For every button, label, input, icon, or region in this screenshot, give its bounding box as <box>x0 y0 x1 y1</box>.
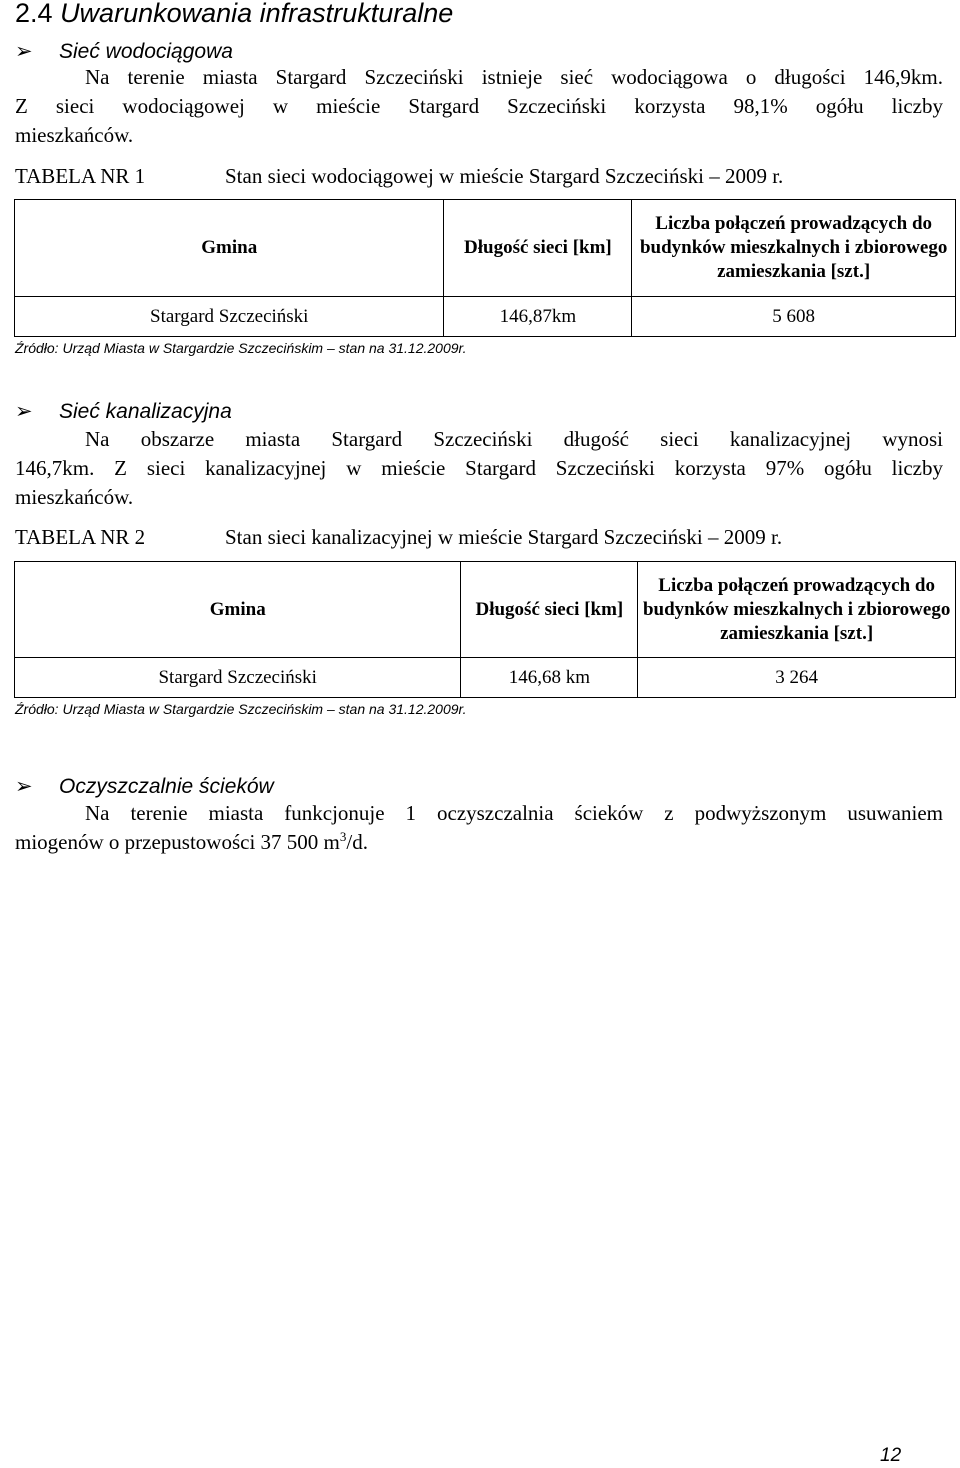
paragraph-line: 146,7km. Z sieci kanalizacyjnej w mieście Stargard Szczeciński korzysta 97% ogółu liczby <box>15 456 943 480</box>
paragraph-line: Na obszarze miasta Stargard Szczeciński długość sieci kanalizacyjnej wynosi <box>85 427 943 451</box>
cell-liczba: 5 608 <box>632 297 956 337</box>
page-number: 12 <box>880 1445 902 1466</box>
header-dlugosc: Długość sieci [km] <box>461 562 638 658</box>
header-liczba: Liczba połączeń prowadzących do budynków mieszkalnych i zbiorowego zamieszkania [szt.] <box>638 562 956 658</box>
sewer-paragraph <box>15 425 943 512</box>
table-1-caption <box>15 163 783 189</box>
water-paragraph <box>15 63 943 150</box>
arrow-bullet-icon: ➢ <box>15 774 33 798</box>
section-number: 2.4 <box>15 0 53 28</box>
cell-liczba: 3 264 <box>638 658 956 698</box>
header-gmina: Gmina <box>15 562 461 658</box>
table-title: Stan sieci wodociągowej w mieście Stargard Szczeciński – 2009 r. <box>225 164 784 188</box>
paragraph-line: miogenów o przepustowości 37 500 $m^3/d$. <box>15 829 368 854</box>
cell-dlugosc: 146,68 km <box>461 658 638 698</box>
bullet-label: Sieć kanalizacyjna <box>59 400 232 423</box>
arrow-bullet-icon: ➢ <box>15 399 33 423</box>
paragraph-line: mieszkańców. <box>15 123 134 147</box>
water-table <box>14 199 956 337</box>
cell-gmina: Stargard Szczeciński <box>15 658 461 698</box>
paragraph-line: Na terenie miasta funkcjonuje 1 oczyszczalnia ścieków z podwyższonym usuwaniem <box>85 801 943 825</box>
sewer-table <box>14 561 956 698</box>
paragraph-line: Z sieci wodociągowej w mieście Stargard Szczeciński korzysta 98,1% ogółu liczby <box>15 94 943 118</box>
table-2-source: Źródło: Urząd Miasta w Stargardzie Szczecińskim – stan na 31.12.2009r. <box>15 701 467 717</box>
table-label: TABELA NR 2 <box>15 525 146 549</box>
header-gmina: Gmina <box>15 200 444 297</box>
table-title: Stan sieci kanalizacyjnej w mieście Stargard Szczeciński – 2009 r. <box>225 525 783 549</box>
header-dlugosc: Długość sieci [km] <box>444 200 632 297</box>
paragraph-line: Na terenie miasta Stargard Szczeciński istnieje sieć wodociągowa o długości 146,9km. <box>85 65 943 89</box>
section-heading <box>15 0 453 30</box>
table-header-row <box>15 562 956 658</box>
bullet-water-network <box>15 38 233 65</box>
cell-dlugosc: 146,87km <box>444 297 632 337</box>
cell-gmina: Stargard Szczeciński <box>15 297 444 337</box>
table-1-source: Źródło: Urząd Miasta w Stargardzie Szczecińskim – stan na 31.12.2009r. <box>15 340 467 356</box>
header-liczba: Liczba połączeń prowadzących do budynków mieszkalnych i zbiorowego zamieszkania [szt.] <box>632 200 956 297</box>
table-row <box>15 297 956 337</box>
table-2-caption <box>15 524 782 550</box>
table-header-row <box>15 200 956 297</box>
bullet-treatment-plants <box>15 773 274 800</box>
table-row <box>15 658 956 698</box>
table-label: TABELA NR 1 <box>15 164 146 188</box>
paragraph-line: mieszkańców. <box>15 485 134 509</box>
bullet-sewer-network <box>15 398 232 425</box>
bullet-label: Sieć wodociągowa <box>59 40 233 63</box>
bullet-label: Oczyszczalnie ścieków <box>59 775 274 798</box>
superscript: 3 <box>339 829 347 844</box>
section-title: Uwarunkowania infrastrukturalne <box>60 0 454 28</box>
treatment-paragraph <box>15 799 943 857</box>
arrow-bullet-icon: ➢ <box>15 39 33 63</box>
